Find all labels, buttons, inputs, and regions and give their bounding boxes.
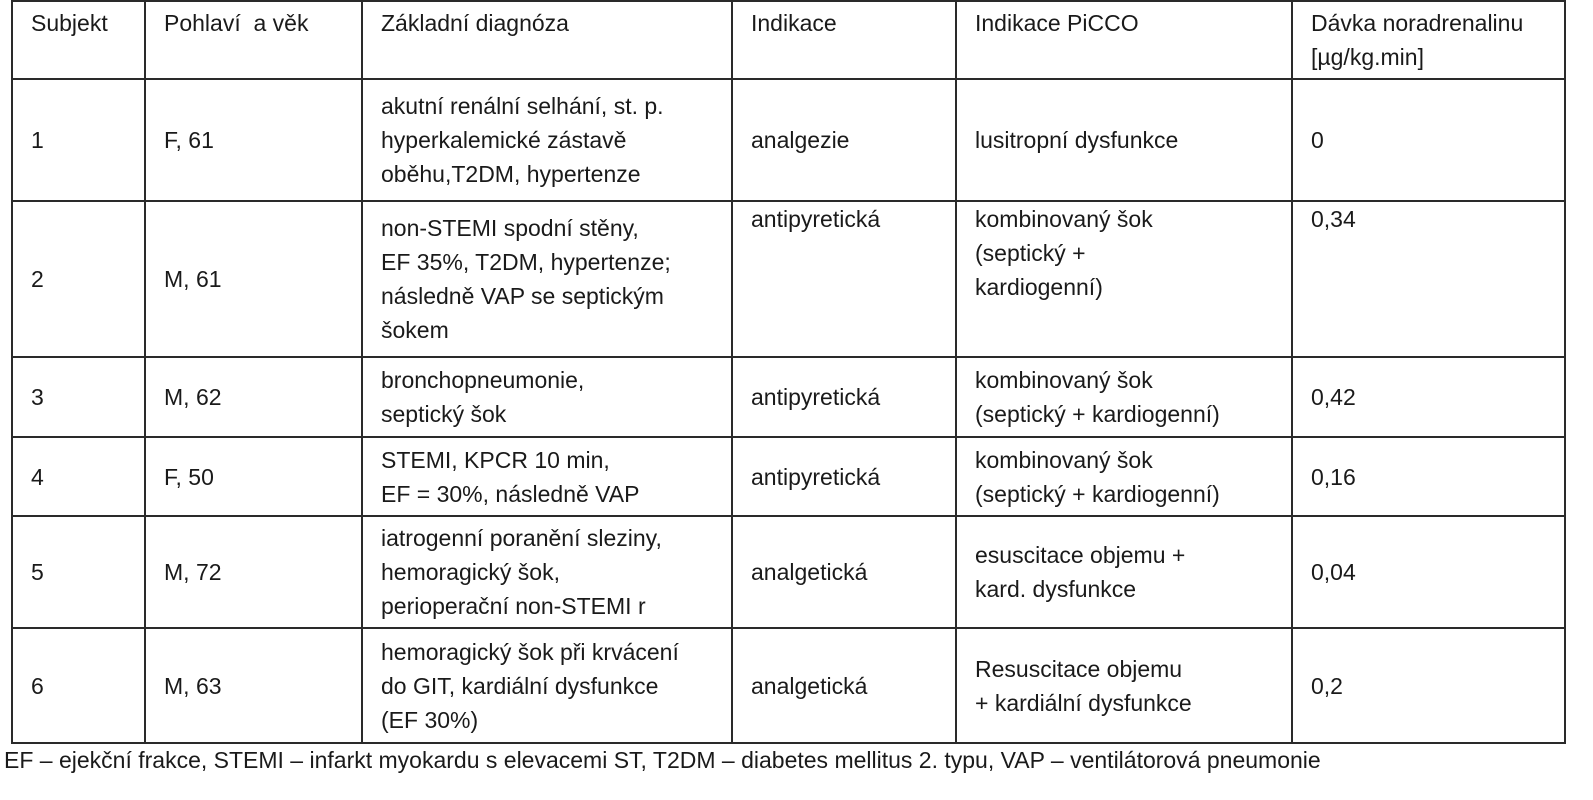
- picco-line: (septický + kardiogenní): [975, 480, 1220, 507]
- picco-line: Resuscitace objemu: [975, 655, 1183, 682]
- diagnosis-line: hemoragický šok,: [381, 559, 560, 585]
- cell-diagnosis: [362, 628, 732, 743]
- cell-subject: 4: [12, 437, 145, 516]
- diagnosis-line: hemoragický šok při krvácení: [381, 638, 679, 665]
- diagnosis-line: následně VAP se septickým: [381, 283, 664, 309]
- diagnosis-line: bronchopneumonie,: [381, 367, 585, 393]
- diagnosis-line: iatrogenní poranění sleziny,: [381, 525, 662, 551]
- header-dose-label: Dávka noradrenalinu: [1311, 10, 1524, 36]
- diagnosis-line: non-STEMI spodní stěny,: [381, 215, 639, 241]
- picco-line: esuscitace objemu +: [975, 542, 1186, 568]
- cell-sex-age: F, 50: [145, 437, 362, 516]
- cell-indication: analgetická: [732, 516, 956, 628]
- table-footnote: EF – ejekční frakce, STEMI – infarkt myokardu s elevacemi ST, T2DM – diabetes mellitus 2. typu, VAP – ventilátorová pneumonie: [4, 747, 1321, 773]
- cell-sex-age: M, 72: [145, 516, 362, 628]
- picco-line: kardiogenní): [975, 274, 1103, 300]
- cell-indication: analgetická: [732, 628, 956, 743]
- cell-picco: [956, 516, 1292, 628]
- table-row: [12, 437, 1565, 516]
- diagnosis-line: do GIT, kardiální dysfunkce: [381, 672, 659, 699]
- header-dose: [1292, 1, 1565, 79]
- patient-table: [11, 0, 1566, 744]
- diagnosis-line: (EF 30%): [381, 706, 479, 733]
- picco-line: kard. dysfunkce: [975, 576, 1137, 602]
- header-indication: Indikace: [732, 1, 956, 79]
- picco-line: lusitropní dysfunkce: [975, 127, 1179, 153]
- diagnosis-line: hyperkalemické zástavě: [381, 127, 627, 153]
- cell-sex-age: F, 61: [145, 79, 362, 201]
- cell-subject: 6: [12, 628, 145, 743]
- table-row: [12, 516, 1565, 628]
- cell-diagnosis: [362, 79, 732, 201]
- cell-dose: 0,04: [1292, 516, 1565, 628]
- cell-picco: [956, 357, 1292, 437]
- cell-indication: antipyretická: [732, 201, 956, 357]
- picco-line: kombinovaný šok: [975, 367, 1153, 393]
- cell-dose: 0,2: [1292, 628, 1565, 743]
- cell-picco: [956, 79, 1292, 201]
- table-row: [12, 201, 1565, 357]
- picco-line: (septický +: [975, 240, 1086, 266]
- picco-line: kombinovaný šok: [975, 206, 1153, 232]
- cell-dose: 0,42: [1292, 357, 1565, 437]
- cell-subject: 3: [12, 357, 145, 437]
- cell-indication: antipyretická: [732, 437, 956, 516]
- diagnosis-line: perioperační non-STEMI r: [381, 593, 646, 619]
- cell-picco: [956, 437, 1292, 516]
- table-row: [12, 79, 1565, 201]
- cell-subject: 2: [12, 201, 145, 357]
- diagnosis-line: septický šok: [381, 401, 507, 427]
- cell-sex-age: M, 61: [145, 201, 362, 357]
- diagnosis-line: EF = 30%, následně VAP: [381, 480, 640, 507]
- header-dose-unit: [µg/kg.min]: [1311, 44, 1424, 70]
- diagnosis-line: akutní renální selhání, st. p.: [381, 93, 664, 119]
- cell-diagnosis: [362, 516, 732, 628]
- cell-picco: [956, 201, 1292, 357]
- diagnosis-line: EF 35%, T2DM, hypertenze;: [381, 249, 671, 275]
- cell-diagnosis: [362, 357, 732, 437]
- header-subject: Subjekt: [12, 1, 145, 79]
- cell-subject: 1: [12, 79, 145, 201]
- diagnosis-line: šokem: [381, 317, 449, 343]
- cell-sex-age: M, 62: [145, 357, 362, 437]
- table-row: [12, 628, 1565, 743]
- cell-subject: 5: [12, 516, 145, 628]
- cell-dose: 0,34: [1292, 201, 1565, 357]
- picco-line: (septický + kardiogenní): [975, 401, 1220, 427]
- cell-dose: 0,16: [1292, 437, 1565, 516]
- cell-diagnosis: [362, 437, 732, 516]
- header-sex-age: Pohlaví a věk: [145, 1, 362, 79]
- table-row: [12, 357, 1565, 437]
- header-diagnosis: Základní diagnóza: [362, 1, 732, 79]
- diagnosis-line: STEMI, KPCR 10 min,: [381, 446, 610, 473]
- cell-diagnosis: [362, 201, 732, 357]
- picco-line: + kardiální dysfunkce: [975, 689, 1192, 716]
- cell-indication: antipyretická: [732, 357, 956, 437]
- header-picco-indication: Indikace PiCCO: [956, 1, 1292, 79]
- diagnosis-line: oběhu,T2DM, hypertenze: [381, 161, 641, 187]
- cell-sex-age: M, 63: [145, 628, 362, 743]
- table-header-row: [12, 1, 1565, 79]
- picco-line: kombinovaný šok: [975, 446, 1153, 473]
- cell-picco: [956, 628, 1292, 743]
- cell-indication: analgezie: [732, 79, 956, 201]
- cell-dose: 0: [1292, 79, 1565, 201]
